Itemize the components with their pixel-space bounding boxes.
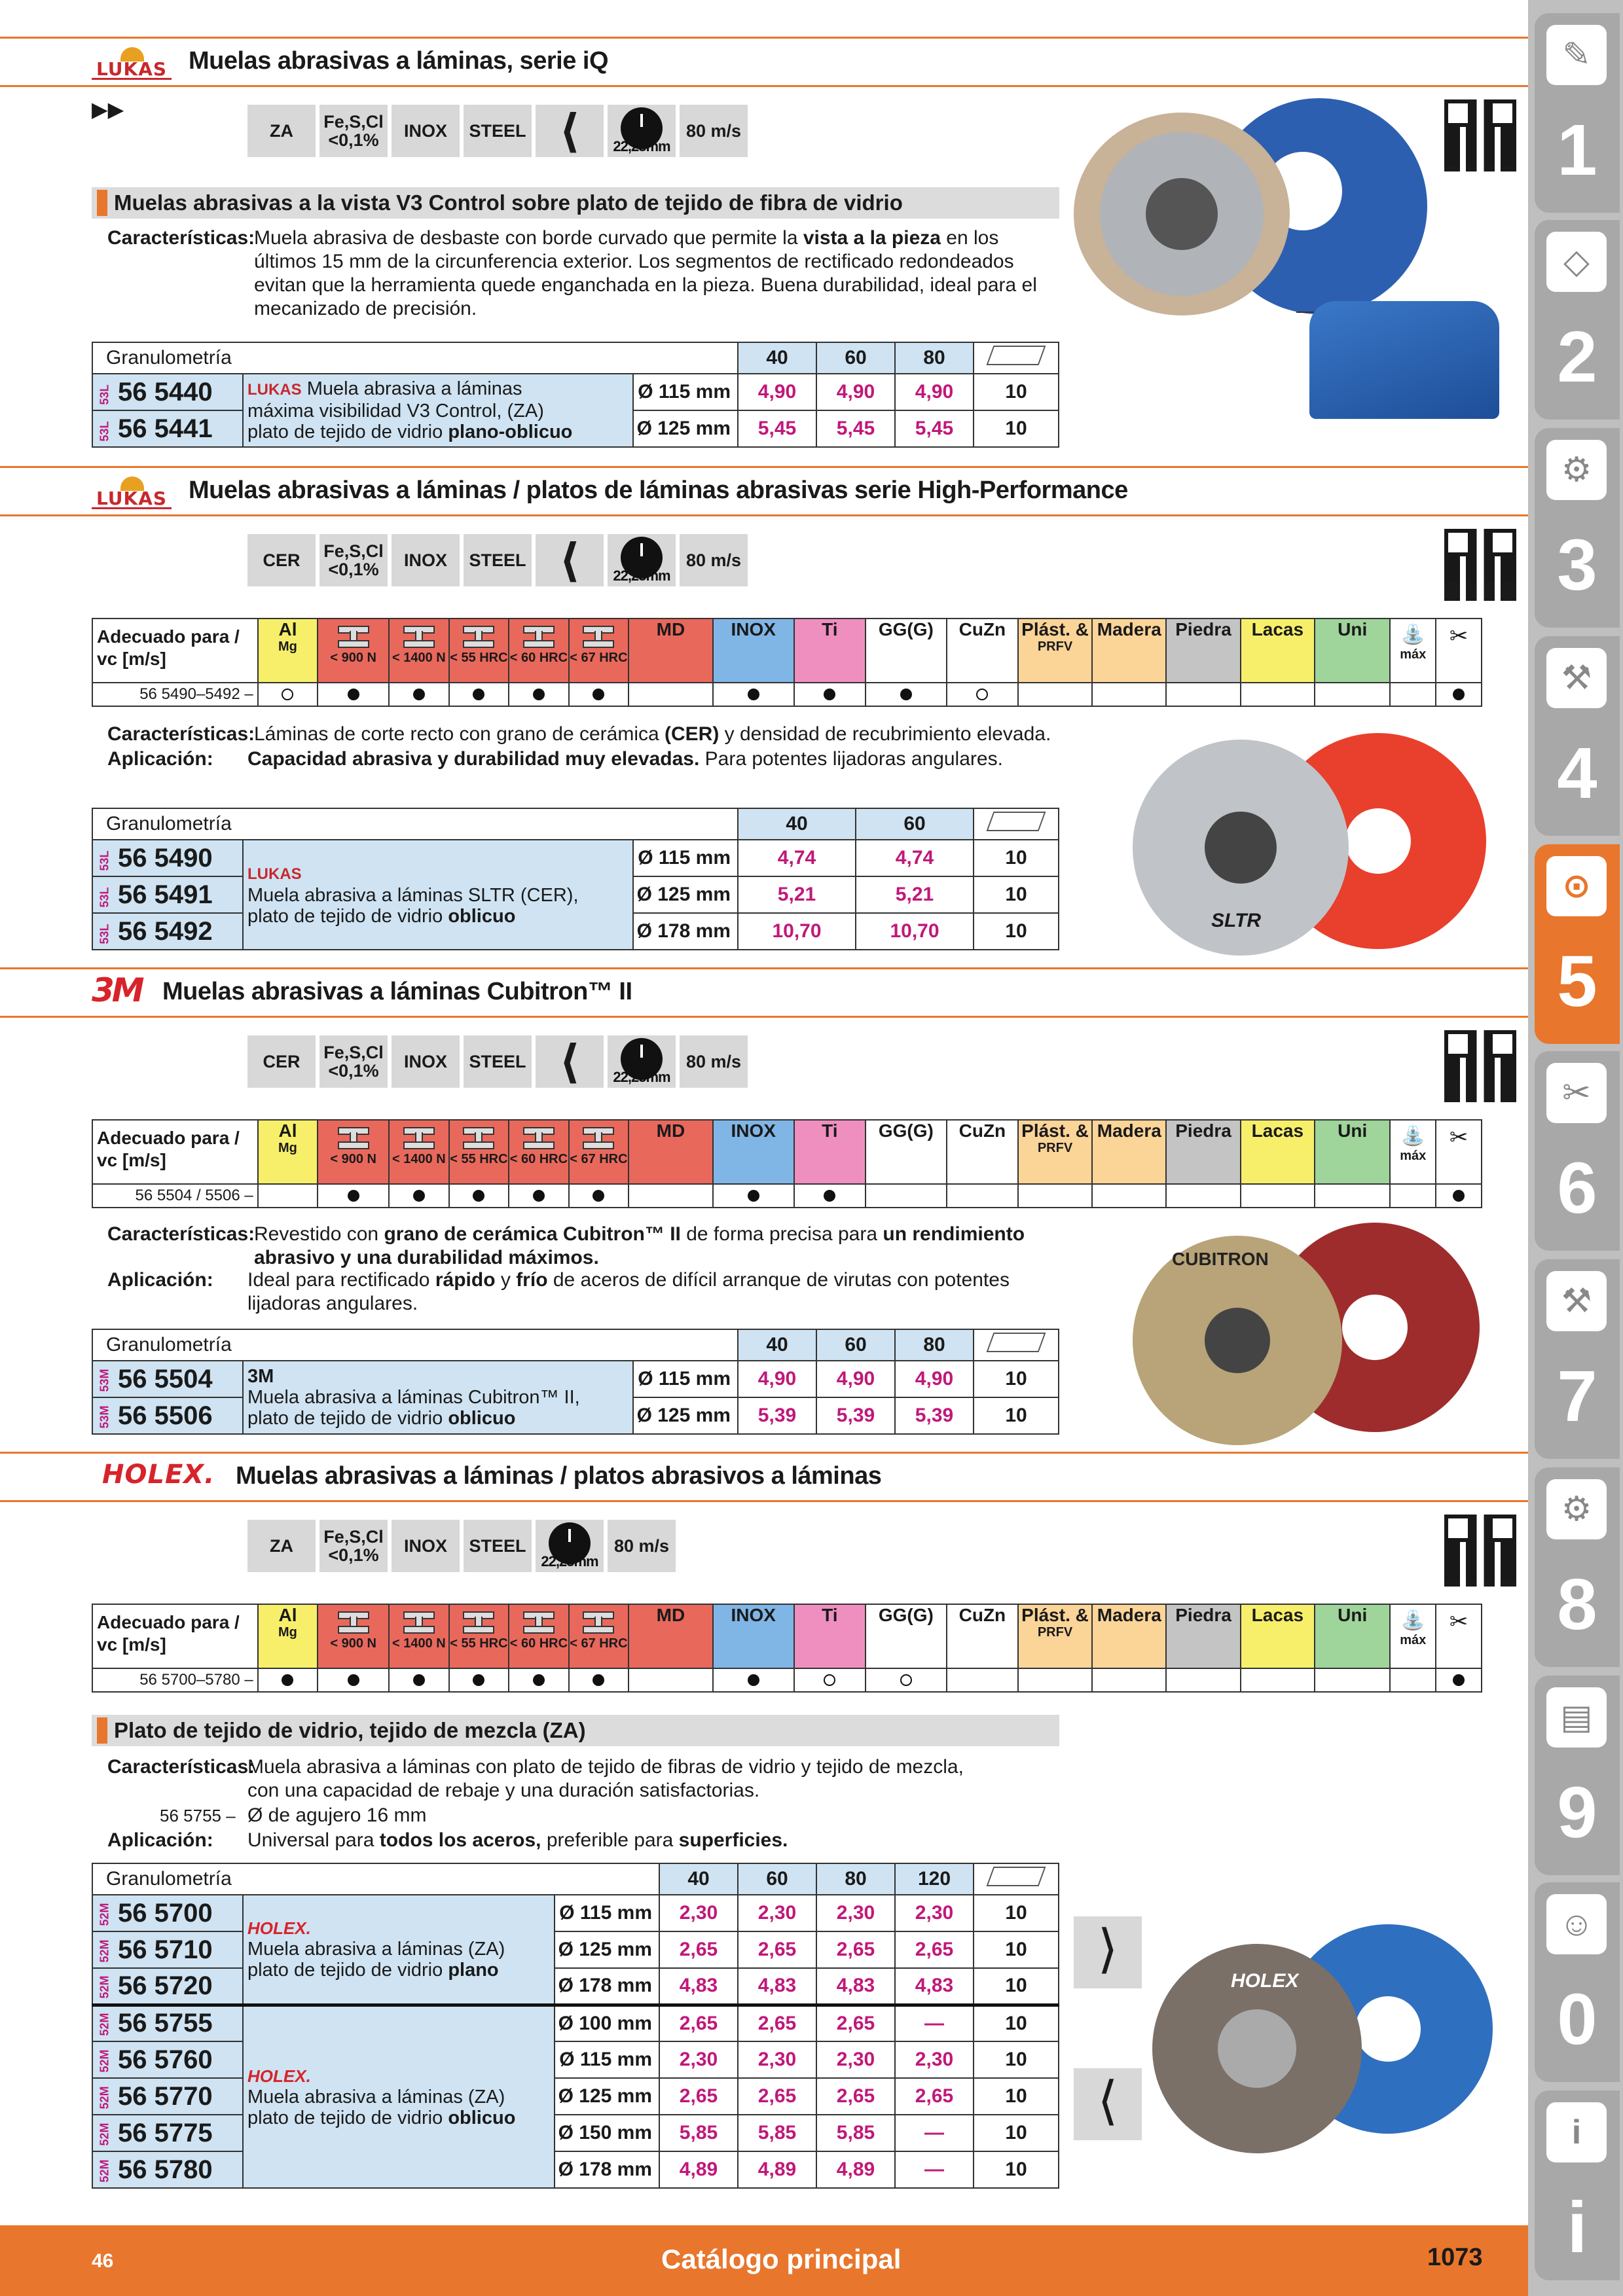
article-range: 56 5490–5492 – [92, 683, 258, 706]
chapter-icon: ◇ [1546, 232, 1607, 292]
material-column: Uni [1315, 1120, 1390, 1184]
suitability-cell [1018, 1668, 1092, 1692]
grain-icon: CER [247, 1035, 316, 1088]
page-footer [0, 2225, 1528, 2296]
table-row[interactable]: 53L 56 5491 Ø 125 mm 5,21 5,21 10 [92, 876, 1059, 913]
suitability-cell [509, 1184, 569, 1208]
suitability-cell [1166, 1668, 1240, 1692]
chapter-number: 3 [1557, 525, 1597, 605]
material-column: < 67 HRC [569, 619, 629, 683]
application-body: Capacidad abrasiva y durabilidad muy elevadas. Para potentes lijadoras angulares. [247, 748, 1003, 770]
material-column: < 55 HRC [449, 619, 509, 683]
material-column: MD [629, 619, 713, 683]
conditionally-suitable-ring [900, 1674, 912, 1686]
steel-icon: STEEL [464, 1520, 532, 1572]
speed-icon: 80 m/s [608, 1520, 676, 1572]
characteristics-text: Características: [107, 1756, 255, 1778]
material-column: Plást. & PRFV [1018, 1120, 1092, 1184]
chapter-icon: ☺ [1546, 1894, 1607, 1954]
inox-icon: INOX [392, 105, 460, 157]
material-column: ✂ [1436, 1120, 1482, 1184]
product-description: HOLEX. Muela abrasiva a láminas (ZA) plato de tejido de vidrio oblicuo [243, 2005, 555, 2188]
suitability-cell [258, 683, 318, 706]
suitable-dot [413, 1674, 425, 1686]
suitable-dot [593, 1674, 604, 1686]
chapter-tab-2[interactable] [1535, 220, 1620, 420]
chapter-icon: ✎ [1546, 25, 1607, 85]
suitable-dot [533, 689, 545, 700]
inox-icon: INOX [392, 1520, 460, 1572]
section-rule [0, 37, 1528, 39]
suitability-cell [509, 1668, 569, 1692]
suitable-dot [748, 1190, 759, 1202]
material-column: < 1400 N [389, 619, 449, 683]
angle-icon: ⟨ [536, 105, 604, 157]
spec-icons [247, 1520, 676, 1572]
table-row[interactable]: 52M 56 5700 HOLEX. Muela abrasiva a láminas (ZA) plato de tejido de vidrio plano Ø 115 mm 2,30 2,30 2,30 2,30 10 [92, 1895, 1059, 1931]
chapter-number: 0 [1557, 1979, 1597, 2060]
chapter-icon: ⚒ [1546, 1271, 1607, 1331]
product-description: LUKAS Muela abrasiva a láminas máxima visibilidad V3 Control, (ZA) plato de tejido de vidrio plano-oblicuo [243, 374, 633, 447]
suitable-dot [413, 689, 425, 700]
suitability-cell [389, 1184, 449, 1208]
chapter-number: 7 [1557, 1356, 1597, 1437]
suitability-cell [569, 1668, 629, 1692]
suitability-cell [1092, 683, 1166, 706]
inox-icon: INOX [392, 534, 460, 586]
qr-code[interactable] [1444, 529, 1516, 601]
suitability-cell [258, 1668, 318, 1692]
section-rule [0, 1500, 1528, 1502]
table-row[interactable]: 53M 56 5506 Ø 125 mm 5,39 5,39 5,39 10 [92, 1397, 1059, 1434]
conditionally-suitable-ring [976, 689, 988, 700]
suitability-cell [1092, 1184, 1166, 1208]
suitability-cell [1241, 683, 1315, 706]
suitability-cell [318, 1668, 389, 1692]
material-column: Lacas [1241, 619, 1315, 683]
fescl-icon: Fe,S,Cl <0,1% [319, 1520, 388, 1572]
subsection-heading: Plato de tejido de vidrio, tejido de mezcla (ZA) [92, 1715, 1059, 1746]
application-text: Aplicación: [107, 1269, 213, 1291]
suitability-cell [866, 1668, 947, 1692]
material-column: Uni [1315, 1604, 1390, 1668]
suitability-cell [1315, 683, 1390, 706]
suitable-dot [900, 689, 912, 700]
subsection-heading: Muelas abrasivas a la vista V3 Control sobre plato de tejido de fibra de vidrio [92, 187, 1059, 219]
characteristics-body: Láminas de corte recto con grano de cerámica (CER) y densidad de recubrimiento elevada. [254, 723, 1051, 745]
price-table-sltr: Granulometría 40 60 53L 56 5490 LUKAS Muela abrasiva a láminas SLTR (CER), plato de tejido de vidrio oblicuo Ø 115 mm 4,74 4,74 10 53L 56 5491 Ø 125 mm 5,21 5,21 10 53L 56 5492 Ø 178 mm 10,70 10,70 10 [92, 808, 1059, 950]
steel-icon: STEEL [464, 534, 532, 586]
chapter-number: 1 [1557, 110, 1597, 190]
chapter-number: 4 [1557, 733, 1597, 814]
characteristics-text: Características: [107, 723, 255, 745]
angle-icon: ⟨ [536, 1035, 604, 1088]
chapter-number: i [1567, 2187, 1588, 2268]
material-column: INOX [713, 619, 794, 683]
material-column: Lacas [1241, 1604, 1315, 1668]
material-column: GG(G) [866, 1120, 947, 1184]
product-image-cubitron: CUBITRON [1133, 1223, 1486, 1445]
chapter-icon: ▤ [1546, 1687, 1607, 1748]
material-column: Piedra [1166, 1120, 1240, 1184]
chapter-number: 2 [1557, 317, 1597, 397]
table-row[interactable]: 53L 56 5492 Ø 178 mm 10,70 10,70 10 [92, 913, 1059, 950]
material-column: Al Mg [258, 1604, 318, 1668]
material-column: ✂ [1436, 1604, 1482, 1668]
material-column: Madera [1092, 1604, 1166, 1668]
material-column: GG(G) [866, 1604, 947, 1668]
suitable-dot [824, 689, 835, 700]
spec-icons [247, 1035, 748, 1088]
chapter-tab-8[interactable] [1535, 1467, 1620, 1667]
chapter-icon: ✂ [1546, 1063, 1607, 1123]
suitable-dot [533, 1190, 545, 1202]
material-column: < 900 N [318, 1120, 389, 1184]
grain-icon: CER [247, 534, 316, 586]
suitability-cell [866, 683, 947, 706]
table-row[interactable]: 52M 56 5775 Ø 150 mm 5,85 5,85 5,85 — 10 [92, 2115, 1059, 2151]
suitable-for-label: Adecuado para / vc [m/s] [92, 619, 258, 683]
suitable-dot [1453, 1190, 1465, 1202]
characteristics-text: Características: [107, 227, 255, 249]
section-title: Muelas abrasivas a láminas, serie iQ [189, 47, 609, 75]
table-row[interactable]: 52M 56 5720 Ø 178 mm 4,83 4,83 4,83 4,83 10 [92, 1968, 1059, 2005]
price-table-cubitron: Granulometría 40 60 80 53M 56 5504 3M Muela abrasiva a láminas Cubitron™ II, plato de tejido de vidrio oblicuo Ø 115 mm 4,90 4,90 4,90 10 53M 56 5506 Ø 125 mm 5,39 5,39 5,39 10 [92, 1329, 1059, 1435]
suitable-dot [348, 1674, 359, 1686]
suitability-cell [794, 1668, 866, 1692]
suitability-cell [794, 683, 866, 706]
grain-icon: ZA [247, 1520, 316, 1572]
material-column: CuZn [947, 619, 1018, 683]
price-table-iq: Granulometría 40 60 80 53L 56 5440 LUKAS Muela abrasiva a láminas máxima visibilidad V3 Control, (ZA) plato de tejido de vidrio plano-oblicuo Ø 115 mm 4,90 4,90 4,90 10 53L 56 5441 Ø 125 mm 5,45 5,45 5,45 10 [92, 342, 1059, 448]
suitability-cell [713, 1668, 794, 1692]
suitability-cell [1092, 1668, 1166, 1692]
suitable-dot [473, 1674, 484, 1686]
qr-code[interactable] [1444, 1515, 1516, 1587]
application-body: Ideal para rectificado rápido y frío de aceros de difícil arranque de virutas con potentes lijadoras angulares. [247, 1269, 1010, 1314]
bore-icon: 22,23mm [608, 105, 676, 157]
material-column: < 55 HRC [449, 1604, 509, 1668]
material-column: Piedra [1166, 619, 1240, 683]
chapter-number: 9 [1557, 1772, 1597, 1853]
suitability-cell [258, 1184, 318, 1208]
chapter-tab-7[interactable] [1535, 1259, 1620, 1459]
article-range: 56 5700–5780 – [92, 1668, 258, 1692]
suitability-cell [1315, 1668, 1390, 1692]
suitability-cell [629, 1184, 713, 1208]
product-image-iq [1074, 86, 1467, 322]
steel-icon: STEEL [464, 1035, 532, 1088]
suitable-dot [593, 689, 604, 700]
steel-icon: STEEL [464, 105, 532, 157]
spec-icons [247, 105, 748, 157]
material-column: ⛲ máx [1390, 1604, 1436, 1668]
product-image-sltr: SLTR [1133, 726, 1486, 969]
suitable-dot [282, 1674, 293, 1686]
material-column: < 60 HRC [509, 1120, 569, 1184]
suitability-cell [1018, 683, 1092, 706]
material-table [92, 1119, 1482, 1208]
holex-logo: HOLEX. [102, 1460, 215, 1490]
material-column: Madera [1092, 619, 1166, 683]
chapter-icon: ⊙ [1546, 856, 1607, 916]
suitable-dot [1453, 1674, 1465, 1686]
application-text: Aplicación: [107, 1829, 213, 1851]
material-column: ⛲ máx [1390, 1120, 1436, 1184]
chapter-tab-5[interactable] [1535, 844, 1620, 1044]
section-title: Muelas abrasivas a láminas / platos de láminas abrasivas serie High-Performance [189, 476, 1128, 504]
material-column: < 55 HRC [449, 1120, 509, 1184]
package-icon [987, 812, 1046, 831]
chapter-tab-1[interactable] [1535, 13, 1620, 213]
angled-shape-icon: ⟨ [1074, 2068, 1142, 2140]
chapter-number: 6 [1557, 1148, 1597, 1229]
new-arrows-icon: ▶▶ [92, 98, 124, 121]
material-column: < 1400 N [389, 1604, 449, 1668]
suitability-cell [794, 1184, 866, 1208]
table-row[interactable]: 52M 56 5755 HOLEX. Muela abrasiva a láminas (ZA) plato de tejido de vidrio oblicuo Ø 100 mm 2,65 2,65 2,65 — 10 [92, 2005, 1059, 2041]
package-icon [987, 346, 1046, 365]
section-rule [0, 1016, 1528, 1018]
chapter-number: 5 [1557, 941, 1597, 1022]
suitability-cell [318, 683, 389, 706]
material-column: Plást. & PRFV [1018, 1604, 1092, 1668]
material-column: Uni [1315, 619, 1390, 683]
chapter-icon: i [1546, 2102, 1607, 2162]
suitability-cell [449, 1184, 509, 1208]
section-rule [0, 967, 1528, 969]
material-column: GG(G) [866, 619, 947, 683]
table-row[interactable]: 52M 56 5780 Ø 178 mm 4,89 4,89 4,89 — 10 [92, 2151, 1059, 2188]
suitability-cell [1390, 1668, 1436, 1692]
chapter-tab-0[interactable] [1535, 1882, 1620, 2082]
section-title: Muelas abrasivas a láminas / platos abrasivos a láminas [236, 1462, 882, 1490]
note-text: Ø de agujero 16 mm [247, 1804, 427, 1826]
characteristics-body: Muela abrasiva de desbaste con borde curvado que permite la vista a la pieza en los últimos 15 mm de la circunferencia exterior. Los segmentos de rectificado redondeados evitan que la herramienta quede enganchada en la pieza. Buena durabilidad, ideal para el mecanizado de precisión. [254, 227, 1037, 319]
product-description: LUKAS Muela abrasiva a láminas SLTR (CER), plato de tejido de vidrio oblicuo [243, 840, 633, 950]
chapter-tab-4[interactable] [1535, 636, 1620, 836]
material-column: < 60 HRC [509, 619, 569, 683]
inox-icon: INOX [392, 1035, 460, 1088]
package-icon [987, 1867, 1046, 1886]
suitability-cell [1436, 1184, 1482, 1208]
material-column: Madera [1092, 1120, 1166, 1184]
catalog-title: Catálogo principal [661, 2244, 902, 2274]
suitability-cell [629, 1668, 713, 1692]
bore-icon: 22,23mm [608, 1035, 676, 1088]
note-article: 56 5755 – [160, 1806, 236, 1825]
suitable-dot [348, 689, 359, 700]
suitability-cell [1241, 1668, 1315, 1692]
suitable-dot [1453, 689, 1465, 700]
suitability-cell [1241, 1184, 1315, 1208]
suitability-cell [569, 1184, 629, 1208]
conditionally-suitable-ring [282, 689, 293, 700]
table-row[interactable]: 52M 56 5710 Ø 125 mm 2,65 2,65 2,65 2,65 10 [92, 1931, 1059, 1968]
material-column: Lacas [1241, 1120, 1315, 1184]
material-column: MD [629, 1120, 713, 1184]
chapter-icon: ⚒ [1546, 648, 1607, 708]
material-column: INOX [713, 1120, 794, 1184]
suitability-cell [389, 683, 449, 706]
suitable-for-label: Adecuado para / vc [m/s] [92, 1120, 258, 1184]
material-column: Ti [794, 1120, 866, 1184]
package-icon [987, 1333, 1046, 1352]
chapter-tab-3[interactable] [1535, 428, 1620, 628]
characteristics-body: Muela abrasiva a láminas con plato de tejido de fibras de vidrio y tejido de mezcla, con una capacidad de rebaje y una duración satisfactorias. [247, 1756, 964, 1801]
suitability-cell [318, 1184, 389, 1208]
product-description: HOLEX. Muela abrasiva a láminas (ZA) plato de tejido de vidrio plano [243, 1895, 555, 2005]
table-row[interactable]: 53L 56 5441 Ø 125 mm 5,45 5,45 5,45 10 [92, 410, 1059, 447]
suitable-dot [533, 1674, 545, 1686]
suitability-cell [1315, 1184, 1390, 1208]
suitable-dot [593, 1190, 604, 1202]
suitability-cell [947, 683, 1018, 706]
suitable-dot [413, 1190, 425, 1202]
suitability-cell [866, 1184, 947, 1208]
material-column: < 1400 N [389, 1120, 449, 1184]
suitability-cell [629, 683, 713, 706]
suitability-cell [713, 1184, 794, 1208]
characteristics-body: Revestido con grano de cerámica Cubitron™ II de forma precisa para un rendimiento abrasivo y una durabilidad máximos. [254, 1223, 1025, 1268]
suitability-cell [449, 1668, 509, 1692]
product-image-holex: HOLEX [1152, 1918, 1493, 2166]
material-column: Piedra [1166, 1604, 1240, 1668]
conditionally-suitable-ring [824, 1674, 835, 1686]
characteristics-text: Características: [107, 1223, 255, 1245]
suitability-cell [1390, 683, 1436, 706]
speed-icon: 80 m/s [680, 534, 748, 586]
fescl-icon: Fe,S,Cl <0,1% [319, 105, 388, 157]
granulometry-label: Granulometría [92, 342, 738, 374]
material-column: ⛲ máx [1390, 619, 1436, 683]
suitable-dot [748, 689, 759, 700]
material-column: Ti [794, 619, 866, 683]
section-rule [0, 1452, 1528, 1454]
bore-icon: 22,23mm [608, 534, 676, 586]
material-column: MD [629, 1604, 713, 1668]
suitability-cell [1018, 1184, 1092, 1208]
lukas-logo: LUKAS [92, 476, 172, 509]
suitability-cell [509, 683, 569, 706]
qr-code[interactable] [1444, 1030, 1516, 1102]
suitability-cell [1436, 683, 1482, 706]
table-row[interactable]: 52M 56 5770 Ø 125 mm 2,65 2,65 2,65 2,65 10 [92, 2078, 1059, 2115]
chapter-tab-i[interactable] [1535, 2090, 1620, 2280]
suitable-dot [748, 1674, 759, 1686]
chapter-tab-6[interactable] [1535, 1051, 1620, 1251]
section-title: Muelas abrasivas a láminas Cubitron™ II [162, 978, 632, 1005]
material-column: CuZn [947, 1120, 1018, 1184]
page-number-left: 46 [92, 2250, 114, 2272]
section-rule [0, 514, 1528, 516]
material-column: < 67 HRC [569, 1120, 629, 1184]
article-range: 56 5504 / 5506 – [92, 1184, 258, 1208]
application-text: Aplicación: [107, 748, 213, 770]
suitability-cell [569, 683, 629, 706]
table-row[interactable]: 53L 56 5440 LUKAS Muela abrasiva a láminas máxima visibilidad V3 Control, (ZA) plato de tejido de vidrio plano-oblicuo Ø 115 mm 4,90 4,90 4,90 10 [92, 374, 1059, 410]
lukas-logo: LUKAS [92, 47, 172, 80]
material-column: < 900 N [318, 1604, 389, 1668]
speed-icon: 80 m/s [680, 1035, 748, 1088]
material-table [92, 1604, 1482, 1693]
chapter-tab-9[interactable] [1535, 1676, 1620, 1875]
3m-logo: 3M [92, 971, 142, 1009]
price-table-holex: Granulometría 40 60 80 120 52M 56 5700 HOLEX. Muela abrasiva a láminas (ZA) plato de tejido de vidrio plano Ø 115 mm 2,30 2,30 2,30 2,30 10 52M 56 5710 Ø 125 mm 2,65 2,65 2,65 2,65 10 52M 56 5720 Ø 178 mm 4,83 4,83 4,83 4,83 10 52M 56 5755 HOLEX. Muela abrasiva a láminas (ZA) plato de tejido de vidrio oblicuo Ø 100 mm 2,65 2,65 2,65 — 10 52M 56 5760 Ø 115 mm 2,30 2,30 2,30 2,30 10 52M 56 5770 Ø 125 mm 2,65 2,65 2,65 2,65 10 52M 56 5775 Ø 150 mm 5,85 5,85 5,85 — 10 52M 56 5780 Ø 178 mm 4,89 4,89 4,89 — 10 [92, 1863, 1059, 2189]
suitability-cell [713, 683, 794, 706]
material-column: ✂ [1436, 619, 1482, 683]
table-row[interactable]: 53M 56 5504 3M Muela abrasiva a láminas Cubitron™ II, plato de tejido de vidrio oblicuo Ø 115 mm 4,90 4,90 4,90 10 [92, 1361, 1059, 1397]
material-column: < 67 HRC [569, 1604, 629, 1668]
suitability-cell [389, 1668, 449, 1692]
suitable-dot [824, 1190, 835, 1202]
suitability-cell [1436, 1668, 1482, 1692]
speed-icon: 80 m/s [680, 105, 748, 157]
material-column: Plást. & PRFV [1018, 619, 1092, 683]
page-number-right: 1073 [1427, 2244, 1483, 2271]
detail-image [1309, 301, 1499, 419]
section-rule [0, 466, 1528, 468]
spec-icons [247, 534, 748, 586]
suitable-dot [473, 1190, 484, 1202]
material-column: < 60 HRC [509, 1604, 569, 1668]
bore-icon: 22,23mm [536, 1520, 604, 1572]
chapter-icon: ⚙ [1546, 1479, 1607, 1539]
suitability-cell [1166, 1184, 1240, 1208]
angle-icon: ⟨ [536, 534, 604, 586]
table-row[interactable]: 53L 56 5490 LUKAS Muela abrasiva a láminas SLTR (CER), plato de tejido de vidrio oblicuo Ø 115 mm 4,74 4,74 10 [92, 840, 1059, 876]
suitable-for-label: Adecuado para / vc [m/s] [92, 1604, 258, 1668]
fescl-icon: Fe,S,Cl <0,1% [319, 534, 388, 586]
product-description: 3M Muela abrasiva a láminas Cubitron™ II, plato de tejido de vidrio oblicuo [243, 1361, 633, 1434]
suitability-cell [947, 1668, 1018, 1692]
grain-icon: ZA [247, 105, 316, 157]
suitability-cell [1166, 683, 1240, 706]
flat-shape-icon: ⟩ [1074, 1916, 1142, 1988]
suitability-cell [947, 1184, 1018, 1208]
chapter-number: 8 [1557, 1564, 1597, 1645]
suitability-cell [1390, 1184, 1436, 1208]
material-column: CuZn [947, 1604, 1018, 1668]
table-row[interactable]: 52M 56 5760 Ø 115 mm 2,30 2,30 2,30 2,30 10 [92, 2041, 1059, 2078]
material-column: Ti [794, 1604, 866, 1668]
chapter-icon: ⚙ [1546, 440, 1607, 500]
material-table [92, 618, 1482, 707]
application-body: Universal para todos los aceros, preferible para superficies. [247, 1829, 788, 1851]
suitable-dot [473, 689, 484, 700]
material-column: INOX [713, 1604, 794, 1668]
suitability-cell [449, 683, 509, 706]
fescl-icon: Fe,S,Cl <0,1% [319, 1035, 388, 1088]
material-column: < 900 N [318, 619, 389, 683]
material-column: Al Mg [258, 1120, 318, 1184]
material-column: Al Mg [258, 619, 318, 683]
suitable-dot [348, 1190, 359, 1202]
